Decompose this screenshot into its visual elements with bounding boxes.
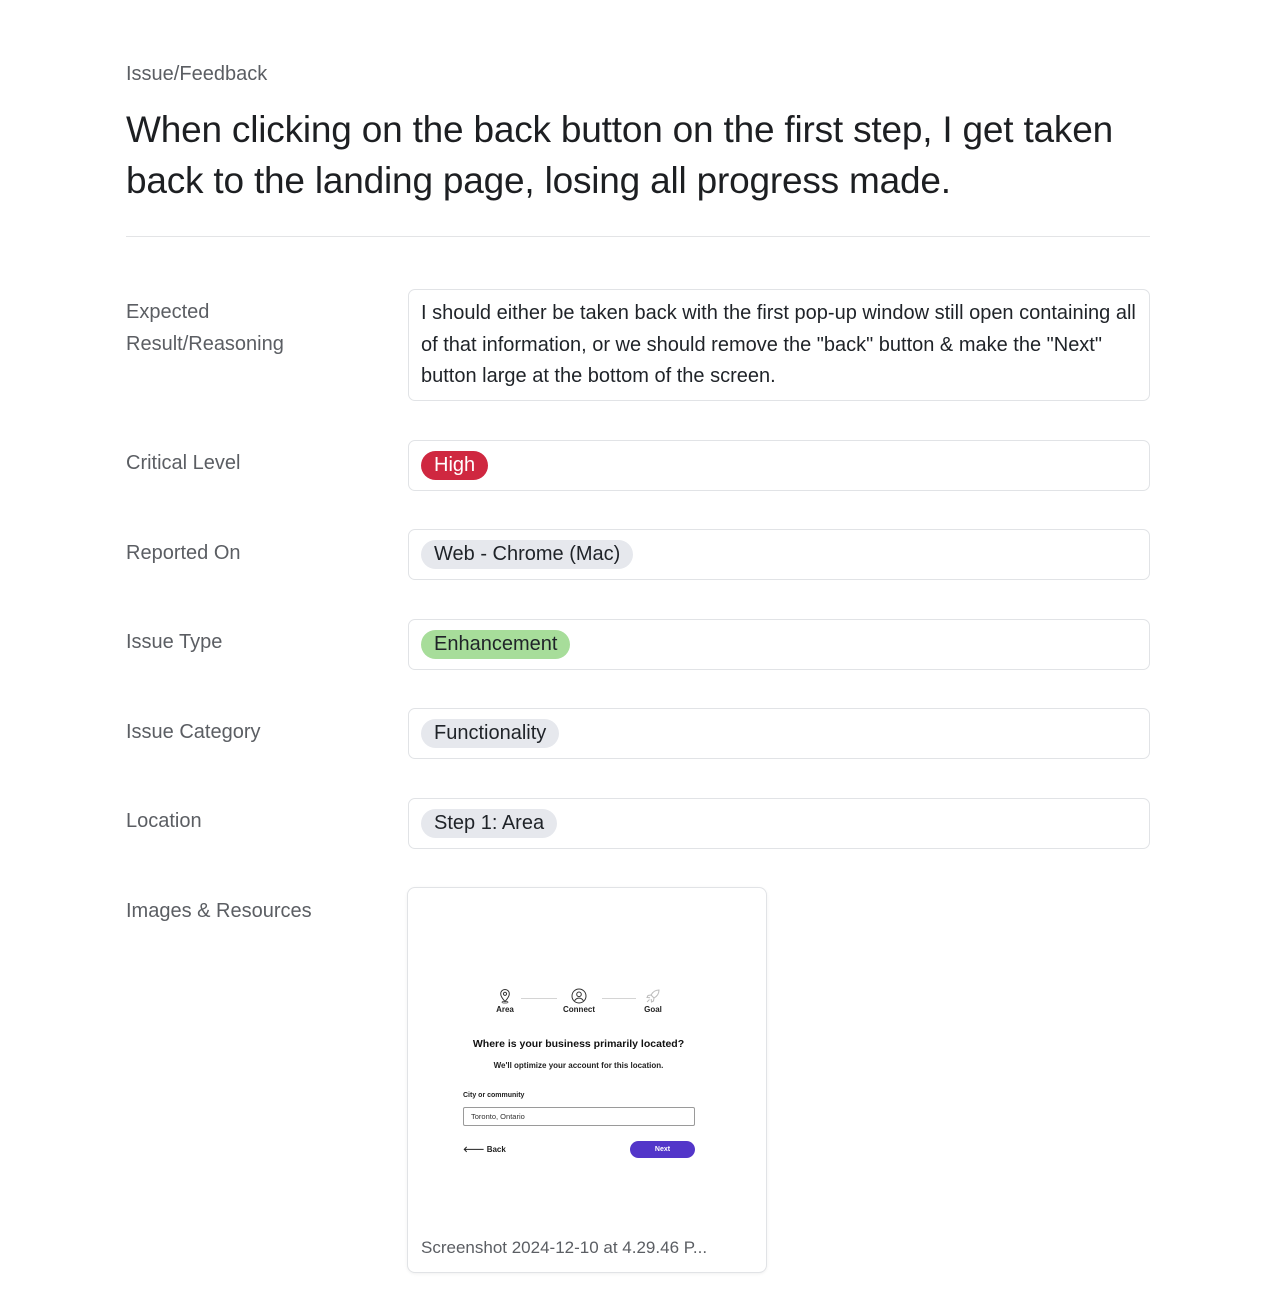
eyebrow-label: Issue/Feedback	[126, 63, 268, 85]
location-tag: Step 1: Area	[421, 809, 557, 838]
attachment-caption[interactable]: Screenshot 2024-12-10 at 4.29.46 P...	[421, 1238, 708, 1257]
expected-result-field[interactable]	[408, 289, 1150, 401]
arrow-left-icon: 🡐	[463, 1145, 485, 1154]
thumb-input-label: City or community	[463, 1092, 525, 1099]
issue-title: When clicking on the back button on the first step, I get taken back to the landing page, losing all progress made.	[126, 109, 1113, 201]
location-field[interactable]	[408, 798, 1150, 849]
reported-on-field[interactable]	[408, 529, 1150, 580]
thumb-heading: Where is your business primarily located?	[472, 1038, 685, 1050]
user-circle-icon	[571, 988, 587, 1004]
images-resources-label: Images & Resources	[126, 900, 312, 922]
issue-category-field[interactable]	[408, 708, 1150, 759]
issue-type-field[interactable]	[408, 619, 1150, 670]
issue-type-label: Issue Type	[126, 631, 223, 653]
critical-level-label: Critical Level	[126, 452, 241, 474]
header-divider	[126, 236, 1150, 237]
issue-type-tag: Enhancement	[421, 630, 570, 659]
reported-on-tag: Web - Chrome (Mac)	[421, 540, 633, 569]
expected-result-text: I should either be taken back with the first pop-up window still open containing all of that information, or we should remove the "back" button & make the "Next" button large at the bottom of the screen.	[421, 302, 1136, 387]
thumb-back-button: 🡐 Back	[463, 1145, 506, 1154]
critical-level-field[interactable]	[408, 440, 1150, 491]
rocket-icon	[645, 988, 661, 1004]
issue-category-tag: Functionality	[421, 719, 559, 748]
issue-category-label: Issue Category	[126, 721, 261, 743]
thumb-subheading: We'll optimize your account for this location.	[493, 1061, 664, 1070]
attachment-card[interactable]	[407, 887, 767, 1273]
thumb-city-input: Toronto, Ontario	[463, 1107, 695, 1126]
step-area: Area	[480, 988, 530, 1014]
map-pin-icon	[497, 988, 513, 1004]
attachment-thumbnail[interactable]	[408, 888, 765, 1228]
location-label: Location	[126, 810, 202, 832]
critical-level-tag: High	[421, 451, 488, 480]
thumb-next-button: Next	[630, 1141, 695, 1158]
expected-result-label: Expected Result/Reasoning	[126, 301, 284, 355]
step-goal: Goal	[628, 988, 678, 1014]
reported-on-label: Reported On	[126, 542, 241, 564]
step-connect: Connect	[554, 988, 604, 1014]
